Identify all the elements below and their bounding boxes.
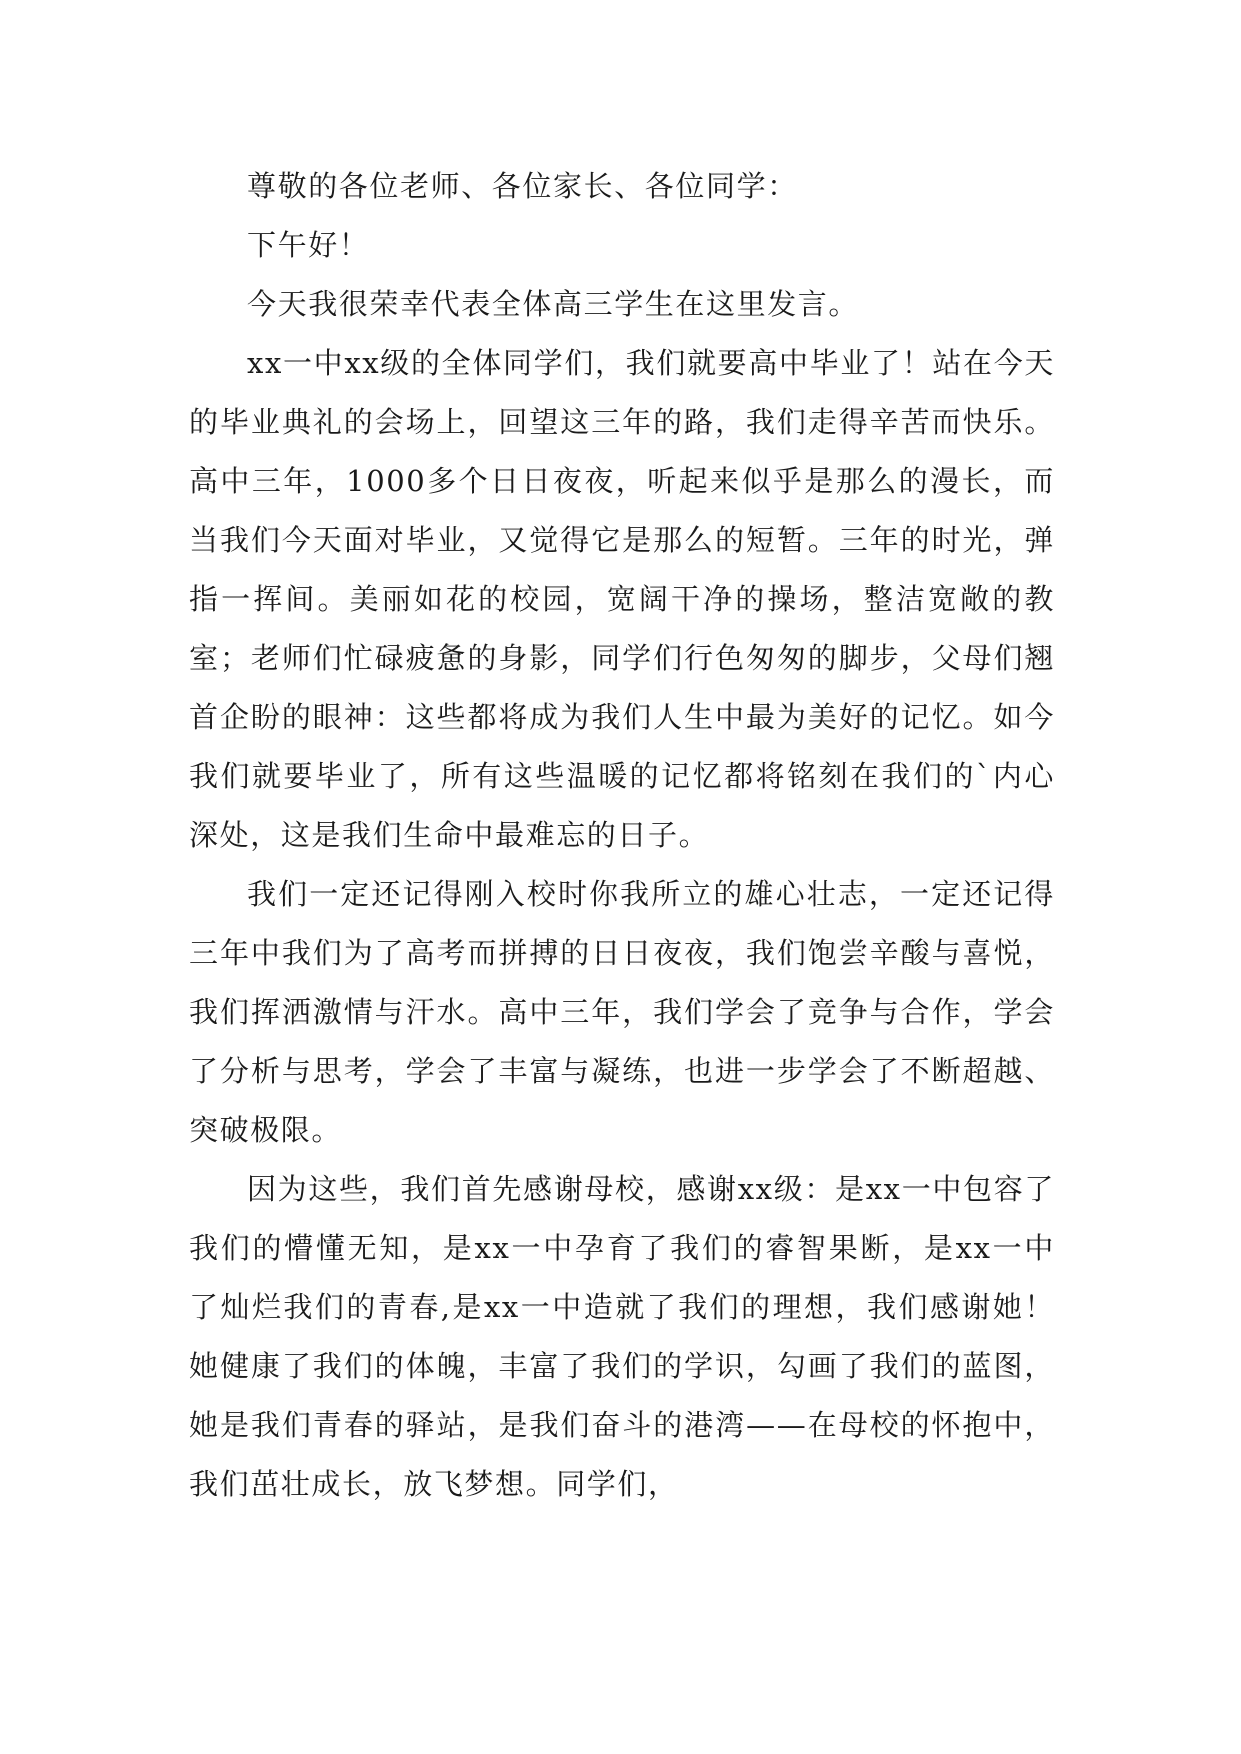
document-body [189, 157, 1055, 1514]
body-paragraph: 我们一定还记得刚入校时你我所立的雄心壮志，一定还记得三年中我们为了高考而拼搏的日日夜夜，我们饱尝辛酸与喜悦，我们挥洒激情与汗水。高中三年，我们学会了竞争与合作，学会了分析与思考，学会了丰富与凝练，也进一步学会了不断超越、突破极限。 [189, 877, 1055, 1147]
body-paragraph: xx一中xx级的全体同学们，我们就要高中毕业了！站在今天的毕业典礼的会场上，回望这三年的路，我们走得辛苦而快乐。高中三年，1000多个日日夜夜，听起来似乎是那么的漫长，而当我们今天面对毕业，又觉得它是那么的短暂。三年的时光，弹指一挥间。美丽如花的校园，宽阔干净的操场，整洁宽敞的教室；老师们忙碌疲惫的身影，同学们行色匆匆的脚步，父母们翘首企盼的眼神：这些都将成为我们人生中最为美好的记忆。如今我们就要毕业了，所有这些温暖的记忆都将铭刻在我们的`内心深处，这是我们生命中最难忘的日子。 [189, 346, 1055, 852]
intro-paragraph: 今天我很荣幸代表全体高三学生在这里发言。 [247, 287, 860, 321]
salutation-paragraph: 尊敬的各位老师、各位家长、各位同学： [247, 169, 798, 203]
greeting-paragraph: 下午好！ [247, 228, 370, 262]
body-paragraph: 因为这些，我们首先感谢母校，感谢xx级：是xx一中包容了我们的懵懂无知，是xx一中孕育了我们的睿智果断，是xx一中了灿烂我们的青春,是xx一中造就了我们的理想，我们感谢她！她健康了我们的体魄，丰富了我们的学识，勾画了我们的蓝图，她是我们青春的驿站，是我们奋斗的港湾——在母校的怀抱中，我们茁壮成长，放飞梦想。同学们， [189, 1172, 1055, 1501]
